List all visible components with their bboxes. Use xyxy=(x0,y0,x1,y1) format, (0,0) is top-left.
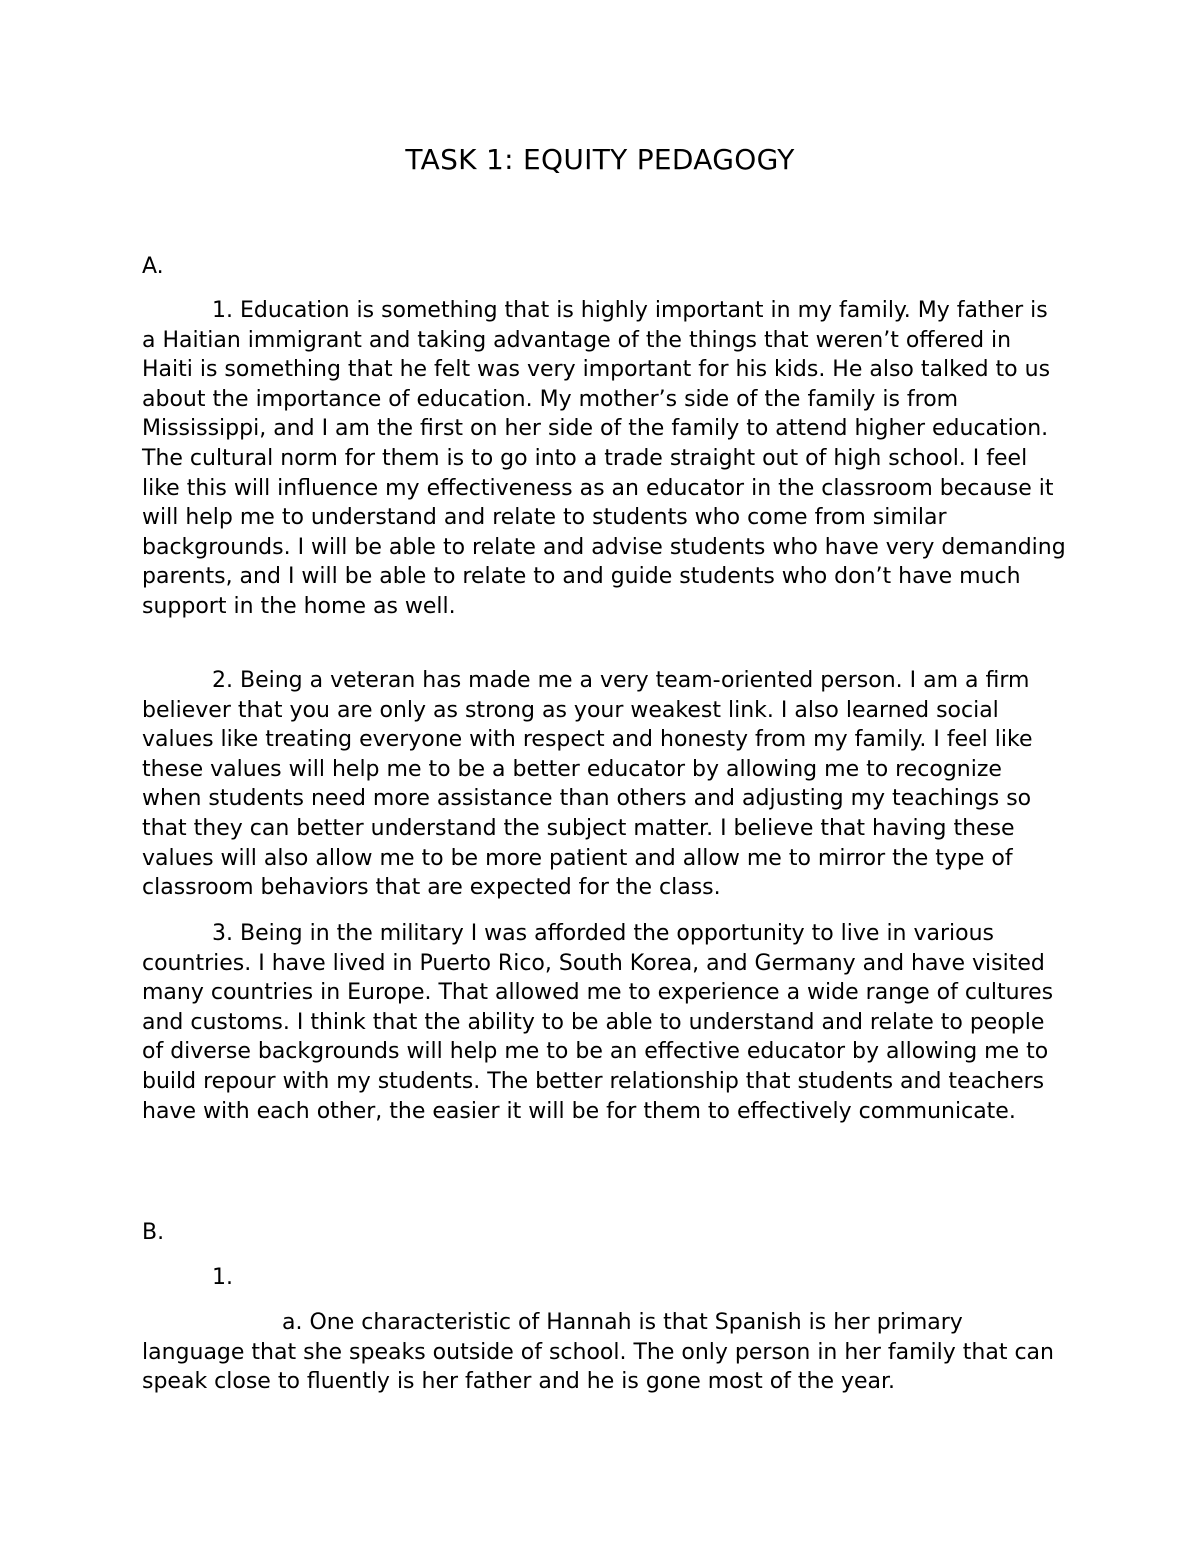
section-a-paragraph-1 xyxy=(142,296,1067,622)
document-title: TASK 1: EQUITY PEDAGOGY xyxy=(405,143,795,176)
section-a-paragraph-2 xyxy=(142,666,1067,903)
section-a-label: A. xyxy=(142,254,164,279)
paragraph-text: 3. Being in the military I was afforded the opportunity to live in various countries. I have lived in Puerto Rico, South Korea, and Germany and have visited many countries in Europe. That allowed me to experience a wide range of cultures and customs. I think that the ability to be able to understand and relate to people of diverse backgrounds will help me to be an effective educator by allowing me to build repour with my students. The better relationship that students and teachers have with each other, the easier it will be for them to effectively communicate. xyxy=(142,921,1054,1124)
section-b-sub-paragraph xyxy=(142,1308,1067,1397)
section-a-paragraph-3 xyxy=(142,919,1067,1126)
section-b-item-number: 1. xyxy=(212,1265,233,1290)
paragraph-text: 1. Education is something that is highly important in my family. My father is a Haitian immigrant and taking advantage of the things that weren’t offered in Haiti is something that he felt was very important for his kids. He also talked to us about the importance of education. My mother’s side of the family is from Mississippi, and I am the first on her side of the family to attend higher education. The cultural norm for them is to go into a trade straight out of high school. I feel like this will influence my effectiveness as an educator in the classroom because it will help me to understand and relate to students who come from similar backgrounds. I will be able to relate and advise students who have very demanding parents, and I will be able to relate to and guide students who don’t have much support in the home as well. xyxy=(142,298,1066,619)
section-b-label: B. xyxy=(142,1220,165,1245)
paragraph-text: a. One characteristic of Hannah is that Spanish is her primary language that she speaks outside of school. The only person in her family that can speak close to fluently is her father and he is gone most of the year. xyxy=(142,1310,1054,1395)
paragraph-text: 2. Being a veteran has made me a very team-oriented person. I am a firm believer that you are only as strong as your weakest link. I also learned social values like treating everyone with respect and honesty from my family. I feel like these values will help me to be a better educator by allowing me to recognize when students need more assistance than others and adjusting my teachings so that they can better understand the subject matter. I believe that having these values will also allow me to be more patient and allow me to mirror the type of classroom behaviors that are expected for the class. xyxy=(142,668,1033,901)
